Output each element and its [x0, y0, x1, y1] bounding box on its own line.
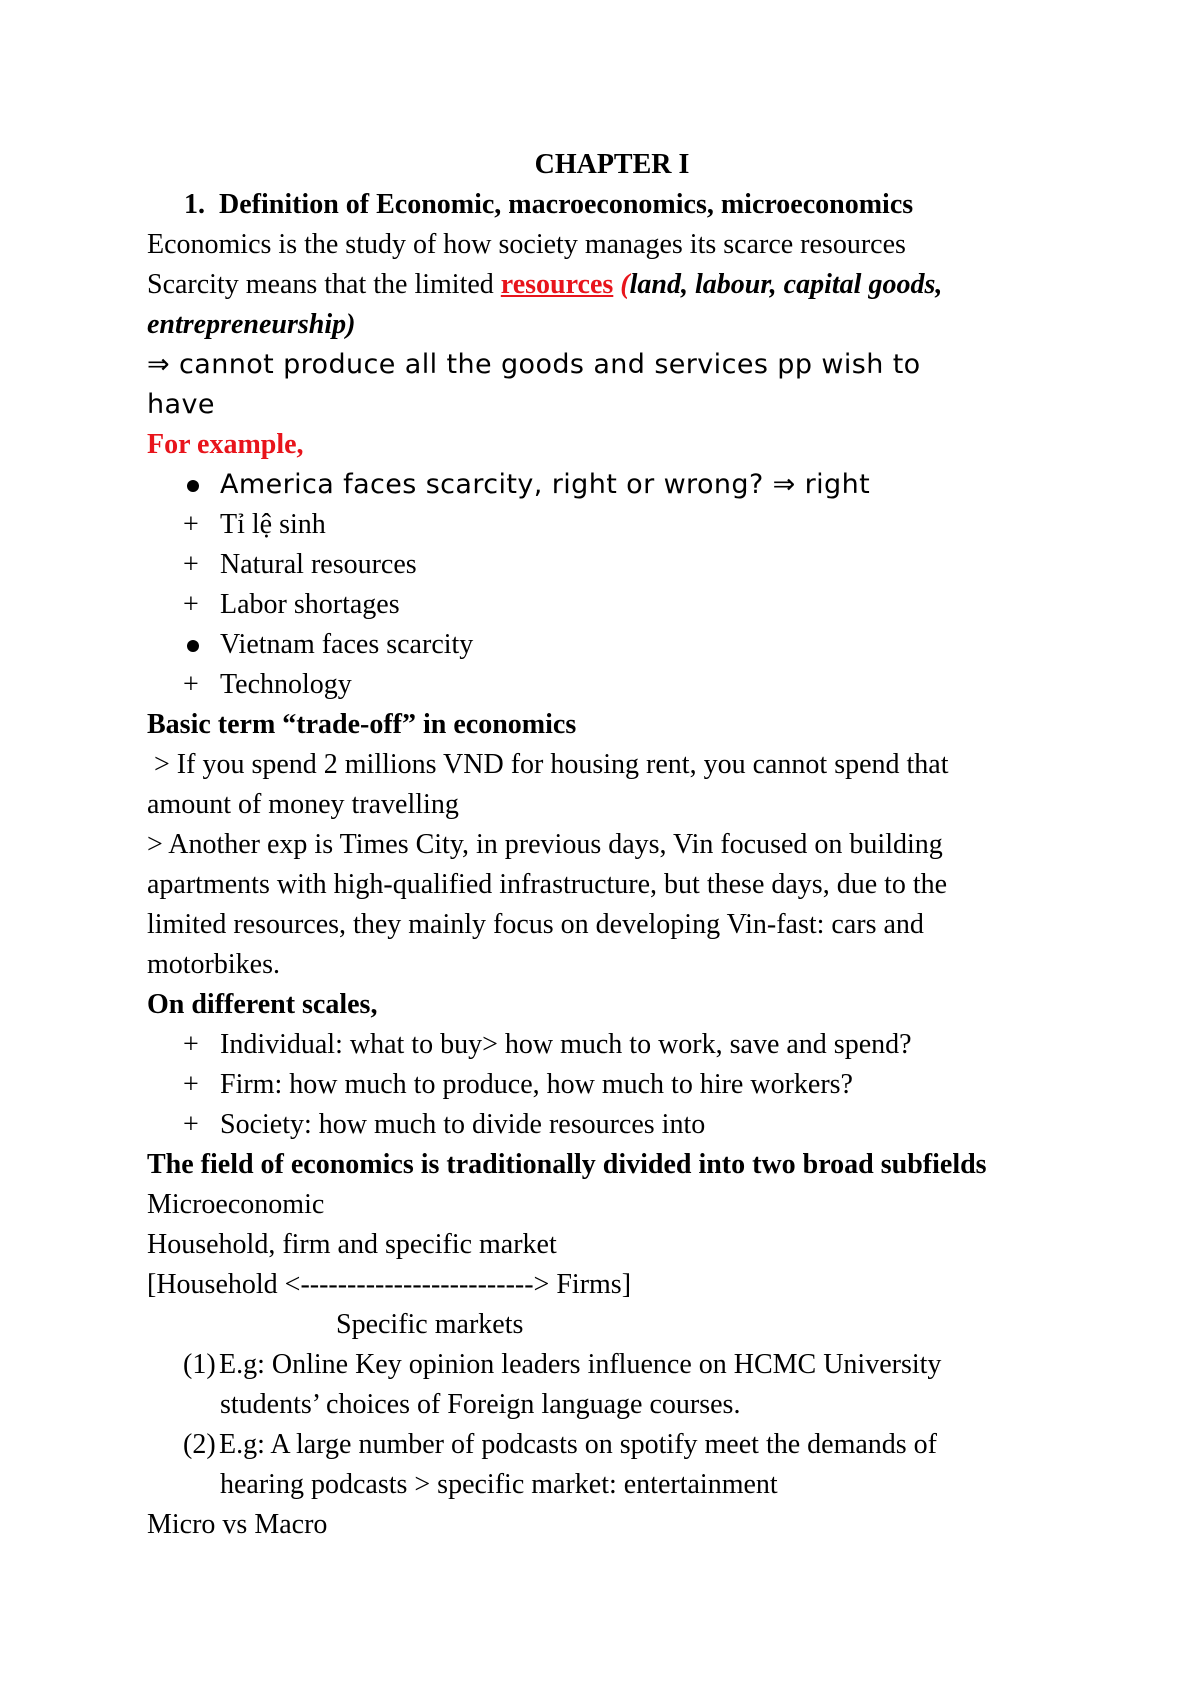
household-firms-diagram: [Household <-------------------------> Firms] [147, 1269, 632, 1300]
tradeoff-example-1-line-2: amount of money travelling [147, 789, 459, 820]
tradeoff-example-2-line-1: > Another exp is Times City, in previous days, Vin focused on building [147, 829, 943, 860]
plus-icon: + [183, 509, 199, 540]
for-example-heading: For example, [147, 429, 304, 460]
tradeoff-example-2-line-3: limited resources, they mainly focus on developing Vin-fast: cars and [147, 909, 924, 940]
field-heading: The field of economics is traditionally divided into two broad subfields [147, 1149, 987, 1180]
micro-description: Household, firm and specific market [147, 1229, 557, 1260]
chapter-title: CHAPTER I [534, 149, 690, 180]
tradeoff-example-2-line-2: apartments with high-qualified infrastructure, but these days, due to the [147, 869, 948, 900]
list-item-text: Firm: how much to produce, how much to hire workers? [220, 1069, 853, 1100]
list-item-text: Natural resources [220, 549, 417, 580]
micro-label: Microeconomic [147, 1189, 325, 1220]
item-number: (2) [183, 1429, 216, 1460]
resources-list-text: land, labour, capital goods, [629, 269, 943, 300]
item-number: (1) [183, 1349, 216, 1380]
list-item-text: Vietnam faces scarcity [220, 629, 474, 660]
resources-list-continued: entrepreneurship) [147, 309, 356, 340]
numbered-item [147, 1345, 1077, 1425]
plus-icon: + [183, 549, 199, 580]
section-title: Definition of Economic, macroeconomics, microeconomics [219, 189, 914, 220]
numbered-item-line-2: hearing podcasts > specific market: entertainment [220, 1469, 778, 1500]
list-item [147, 665, 1077, 705]
list-item-text: Labor shortages [220, 589, 400, 620]
scales-heading: On different scales, [147, 989, 378, 1020]
list-item-text: America faces scarcity, right or wrong? ⇒ right [220, 469, 871, 500]
list-item [147, 625, 1077, 665]
resources-list [620, 269, 942, 300]
list-item-text: Tỉ lệ sinh [220, 509, 326, 540]
plus-icon: + [183, 669, 199, 700]
plus-icon: + [183, 1029, 199, 1060]
numbered-item-line-1: E.g: Online Key opinion leaders influence on HCMC University [219, 1349, 942, 1380]
scarcity-prefix: Scarcity means that the limited [147, 269, 501, 300]
list-item [147, 545, 1077, 585]
resources-word: resources [500, 269, 614, 300]
numbered-item [147, 1425, 1077, 1505]
section-heading [147, 185, 1077, 225]
bullet-icon [187, 640, 199, 652]
numbered-item-line-1: E.g: A large number of podcasts on spotify meet the demands of [219, 1429, 938, 1460]
list-item-text: Society: how much to divide resources into [220, 1109, 706, 1140]
document-body [147, 145, 1077, 1545]
plus-icon: + [183, 589, 199, 620]
numbered-item-line-2: students’ choices of Foreign language courses. [220, 1389, 741, 1420]
tradeoff-example-2-line-4: motorbikes. [147, 949, 280, 980]
micro-vs-macro: Micro vs Macro [147, 1509, 328, 1540]
list-item-text: Individual: what to buy> how much to work, save and spend? [220, 1029, 912, 1060]
plus-icon: + [183, 1069, 199, 1100]
tradeoff-heading: Basic term “trade-off” in economics [147, 709, 577, 740]
implication-line-2: have [147, 389, 215, 420]
section-number: 1. [184, 189, 205, 220]
list-item [147, 1105, 1077, 1145]
list-item [147, 585, 1077, 625]
list-item-text: Technology [220, 669, 352, 700]
plus-icon: + [183, 1109, 199, 1140]
list-item [147, 1025, 1077, 1065]
list-item [147, 1065, 1077, 1105]
bullet-icon [187, 480, 199, 492]
resources-list-open-paren: ( [620, 269, 630, 300]
list-item [147, 505, 1077, 545]
implication-line-1: ⇒ cannot produce all the goods and services pp wish to [147, 349, 921, 380]
list-item [147, 465, 1077, 505]
tradeoff-example-1-line-1: > If you spend 2 millions VND for housing rent, you cannot spend that [147, 749, 949, 780]
scarcity-definition [147, 265, 1077, 305]
specific-markets-label: Specific markets [336, 1309, 524, 1340]
economics-definition: Economics is the study of how society manages its scarce resources [147, 229, 906, 260]
